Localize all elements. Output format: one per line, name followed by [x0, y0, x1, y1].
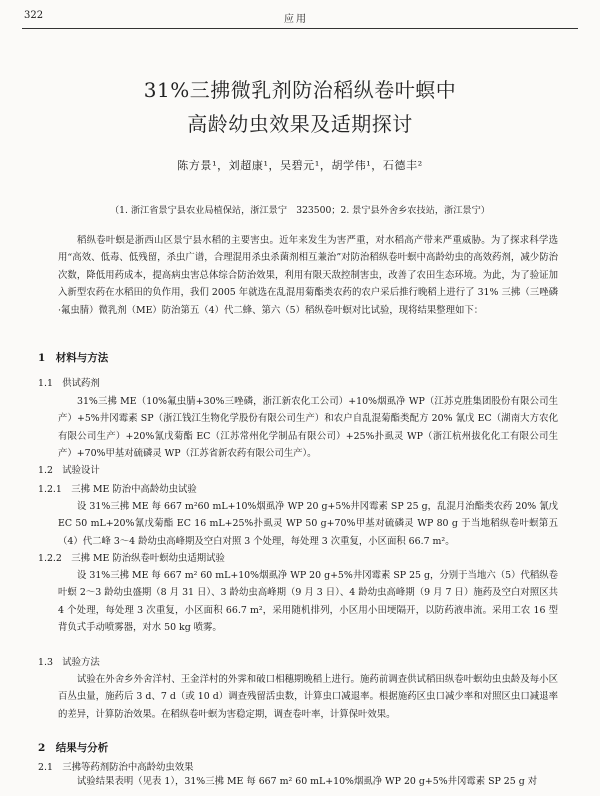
paragraph-1-2-2: 设 31%三拂 ME 每 667 m² 60 mL+10%烟虱净 WP 20 g+5%井冈霉素 SP 25 g，分别于当地六（5）代稻纵卷叶螟 2～3 龄幼虫盛期（8 月 31 日）、3 龄幼虫高峰期（9 月 3 日）、4 龄幼虫高峰期（9 月 7 日）施药及空白对照区共 4 个处理，每处理 3 次重复，小区面积 66.7 m²，采用随机排列，小区用小田埂隔开，以防药液串流。采用工农 16 型背负式手动喷雾器，对水 50 kg 喷雾。	[58, 570, 558, 634]
subsection-1-2-1-heading: 1.2.1 三拂 ME 防治中高龄幼虫试验	[38, 484, 197, 495]
running-header: 应用	[284, 14, 308, 25]
affiliation: （1. 浙江省景宁县农业局植保站，浙江景宁 323500；2. 景宁县外舍乡农技站，浙江景宁）	[109, 205, 490, 216]
subsection-1-2-2-heading: 1.2.2 三拂 ME 防治纵卷叶螟幼虫适期试验	[38, 553, 225, 564]
section-2-heading: 2 结果与分析	[38, 742, 109, 754]
paragraph-1-1: 31%三拂 ME（10%氟虫腈+30%三唑磷，浙江新农化工公司）+10%烟虱净 WP（江苏克胜集团股份有限公司生产）+5%井冈霉素 SP（浙江钱江生物化学股份有限公司生产）和农户自乱混菊酯类配方 20% 氰戊 EC（湖南大方农化有限公司生产）+20%氰戊菊酯 EC（江苏常州化学制品有限公司）+25%扑虱灵 WP（浙江杭州拔化化工有限公司生产）+70%甲基对硫磷灵 WP（江苏省新农药有限公司生产）。	[58, 396, 558, 460]
subsection-1-2-heading: 1.2 试验设计	[38, 465, 100, 476]
header-rule	[22, 28, 578, 29]
page-number: 322	[24, 10, 44, 21]
intro-paragraph: 稻纵卷叶螟是浙西山区景宁县水稻的主要害虫。近年来发生为害严重，对水稻高产带来严重威胁。为了探求科学选用“高效、低毒、低残留，杀虫广谱，合理混用杀虫杀菌剂相互兼治”对防治稻纵卷叶螟中高龄幼虫的高效药剂，减少防治次数，降低用药成本，提高病虫害总体综合防治效果，利用有限天敌控制害虫，改善了农田生态环境。为此，为了验证加入新型农药在水稻田的负作用，我们 2005 年就选在乱混用菊酯类农药的农户采后推行晚稻上进行了 31% 三拂（三唑磷·氟虫腈）微乳剂（ME）防治第五（4）代二蜂、第六（5）稻纵卷叶螟对比试验，现将结果整理如下：	[58, 235, 558, 316]
paragraph-1-2-1: 设 31%三拂 ME 每 667 m²60 mL+10%烟虱净 WP 20 g+5%井冈霉素 SP 25 g，乱混月治酯类农药 20% 氰戊 EC 50 mL+20%氰戊菊酯 EC 16 mL+25%扑虱灵 WP 50 g+70%甲基对硫磷灵 WP 80 g 于当地稻纵卷叶螟第五（4）代二峰 3～4 龄幼虫高峰期及空白对照 3 个处理，每处理 3 次重复，小区面积 66.7 m²。	[58, 501, 558, 547]
title-line-1: 31%三拂微乳剂防治稻纵卷叶螟中	[143, 78, 457, 102]
paragraph-1-3: 试验在外舍乡外舍洋村、王金洋村的外霁和破口相穗期晚稻上进行。施药前调查供试稻田纵卷叶螟幼虫虫龄及每小区百丛虫量，施药后 3 d、7 d（或 10 d）调查残留活虫数，计算虫口减退率。根据施药区虫口减少率和对照区虫口减退率的差异，计算防治效果。在稻纵卷叶螟为害稳定期，调查卷叶率，计算保叶效果。	[58, 674, 558, 720]
authors: 陈方景¹，刘超康¹，吴碧元¹，胡学伟¹，石德丰²	[177, 159, 423, 172]
section-1-heading: 1 材料与方法	[38, 352, 109, 364]
subsection-1-3-heading: 1.3 试验方法	[38, 657, 100, 668]
title-line-2: 高龄幼虫效果及适期探讨	[187, 112, 413, 136]
paragraph-2-1: 试验结果表明（见表 1），31%三拂 ME 每 667 m² 60 mL+10%烟虱净 WP 20 g+5%井冈霉素 SP 25 g 对	[77, 776, 538, 787]
subsection-2-1-heading: 2.1 三拂等药剂防治中高龄幼虫效果	[38, 762, 194, 773]
subsection-1-1-heading: 1.1 供试药剂	[38, 378, 100, 389]
